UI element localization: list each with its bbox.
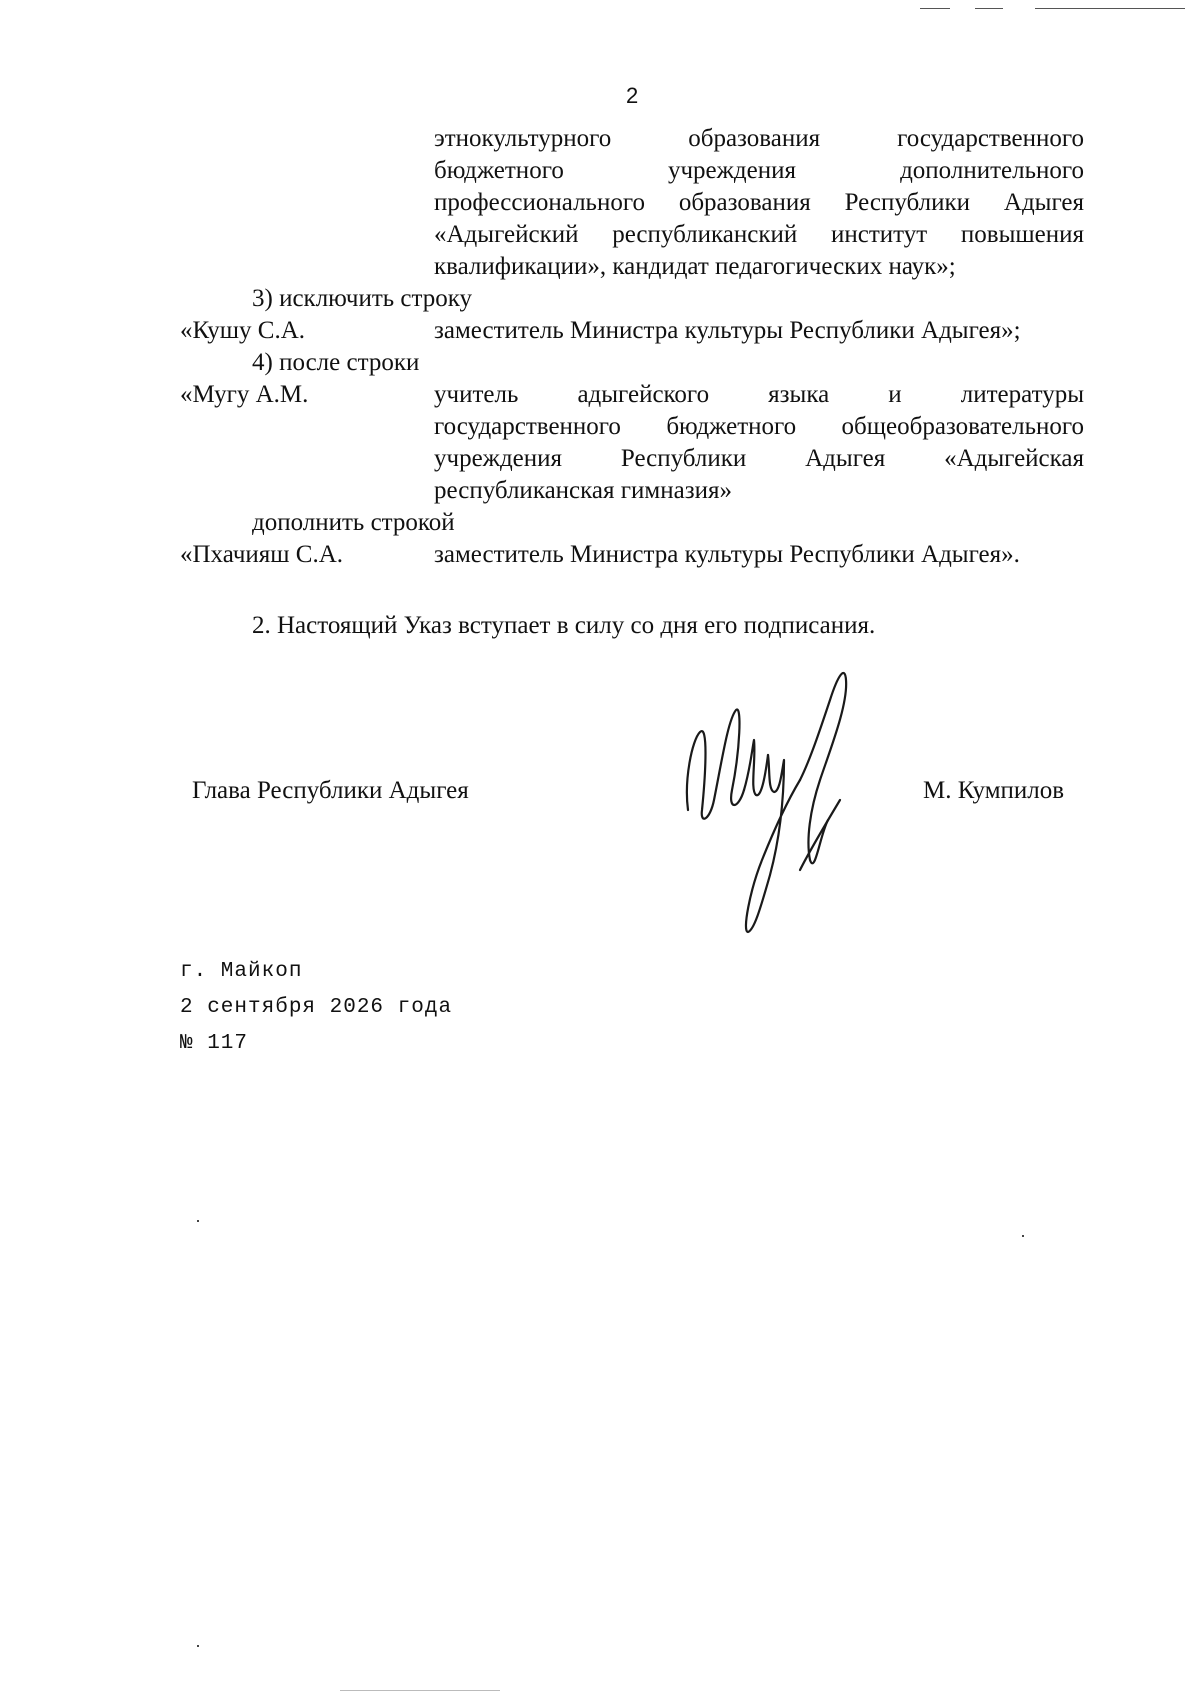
clause-2: 2. Настоящий Указ вступает в силу со дня его подписания.	[252, 612, 876, 639]
item4-description-line: республиканская гимназия»	[434, 477, 732, 504]
text-line: квалификации», кандидат педагогических наук»;	[434, 253, 956, 280]
item3-name: «Кушу С.А.	[180, 317, 306, 344]
item4-add-label: дополнить строкой	[252, 509, 455, 536]
scan-speck	[197, 1220, 199, 1222]
item4-description-line: учитель адыгейского языка и литературы	[434, 381, 1084, 408]
item4-heading: 4) после строки	[252, 349, 420, 376]
footer-number: № 117	[180, 1032, 249, 1055]
text-line: «Адыгейский республиканский институт повышения	[434, 221, 1084, 248]
text-line: профессионального образования Республики Адыгея	[434, 189, 1084, 216]
scan-artifact-line	[340, 1690, 500, 1691]
text-line: бюджетного учреждения дополнительного	[434, 157, 1084, 184]
item4-description-line: учреждения Республики Адыгея «Адыгейская	[434, 445, 1084, 472]
item4-new-description: заместитель Министра культуры Республики Адыгея».	[434, 541, 1020, 568]
scan-speck	[1022, 1235, 1024, 1237]
footer-city: г. Майкоп	[180, 960, 303, 983]
text-line: этнокультурного образования государственного	[434, 125, 1084, 152]
item3-heading: 3) исключить строку	[252, 285, 473, 312]
scan-artifact-line	[920, 8, 950, 9]
item4-description-line: государственного бюджетного общеобразовательного	[434, 413, 1084, 440]
handwritten-signature	[670, 660, 885, 940]
scan-artifact-line	[1035, 8, 1185, 9]
signatory-position: Глава Республики Адыгея	[192, 777, 469, 804]
item3-description: заместитель Министра культуры Республики Адыгея»;	[434, 317, 1021, 344]
signatory-name: М. Кумпилов	[923, 777, 1065, 804]
scan-artifact-line	[975, 8, 1003, 9]
scan-speck	[197, 1645, 199, 1647]
footer-date: 2 сентября 2026 года	[180, 996, 453, 1019]
page-number: 2	[626, 83, 639, 108]
item4-name: «Мугу А.М.	[180, 381, 309, 408]
item4-new-name: «Пхачияш С.А.	[180, 541, 344, 568]
